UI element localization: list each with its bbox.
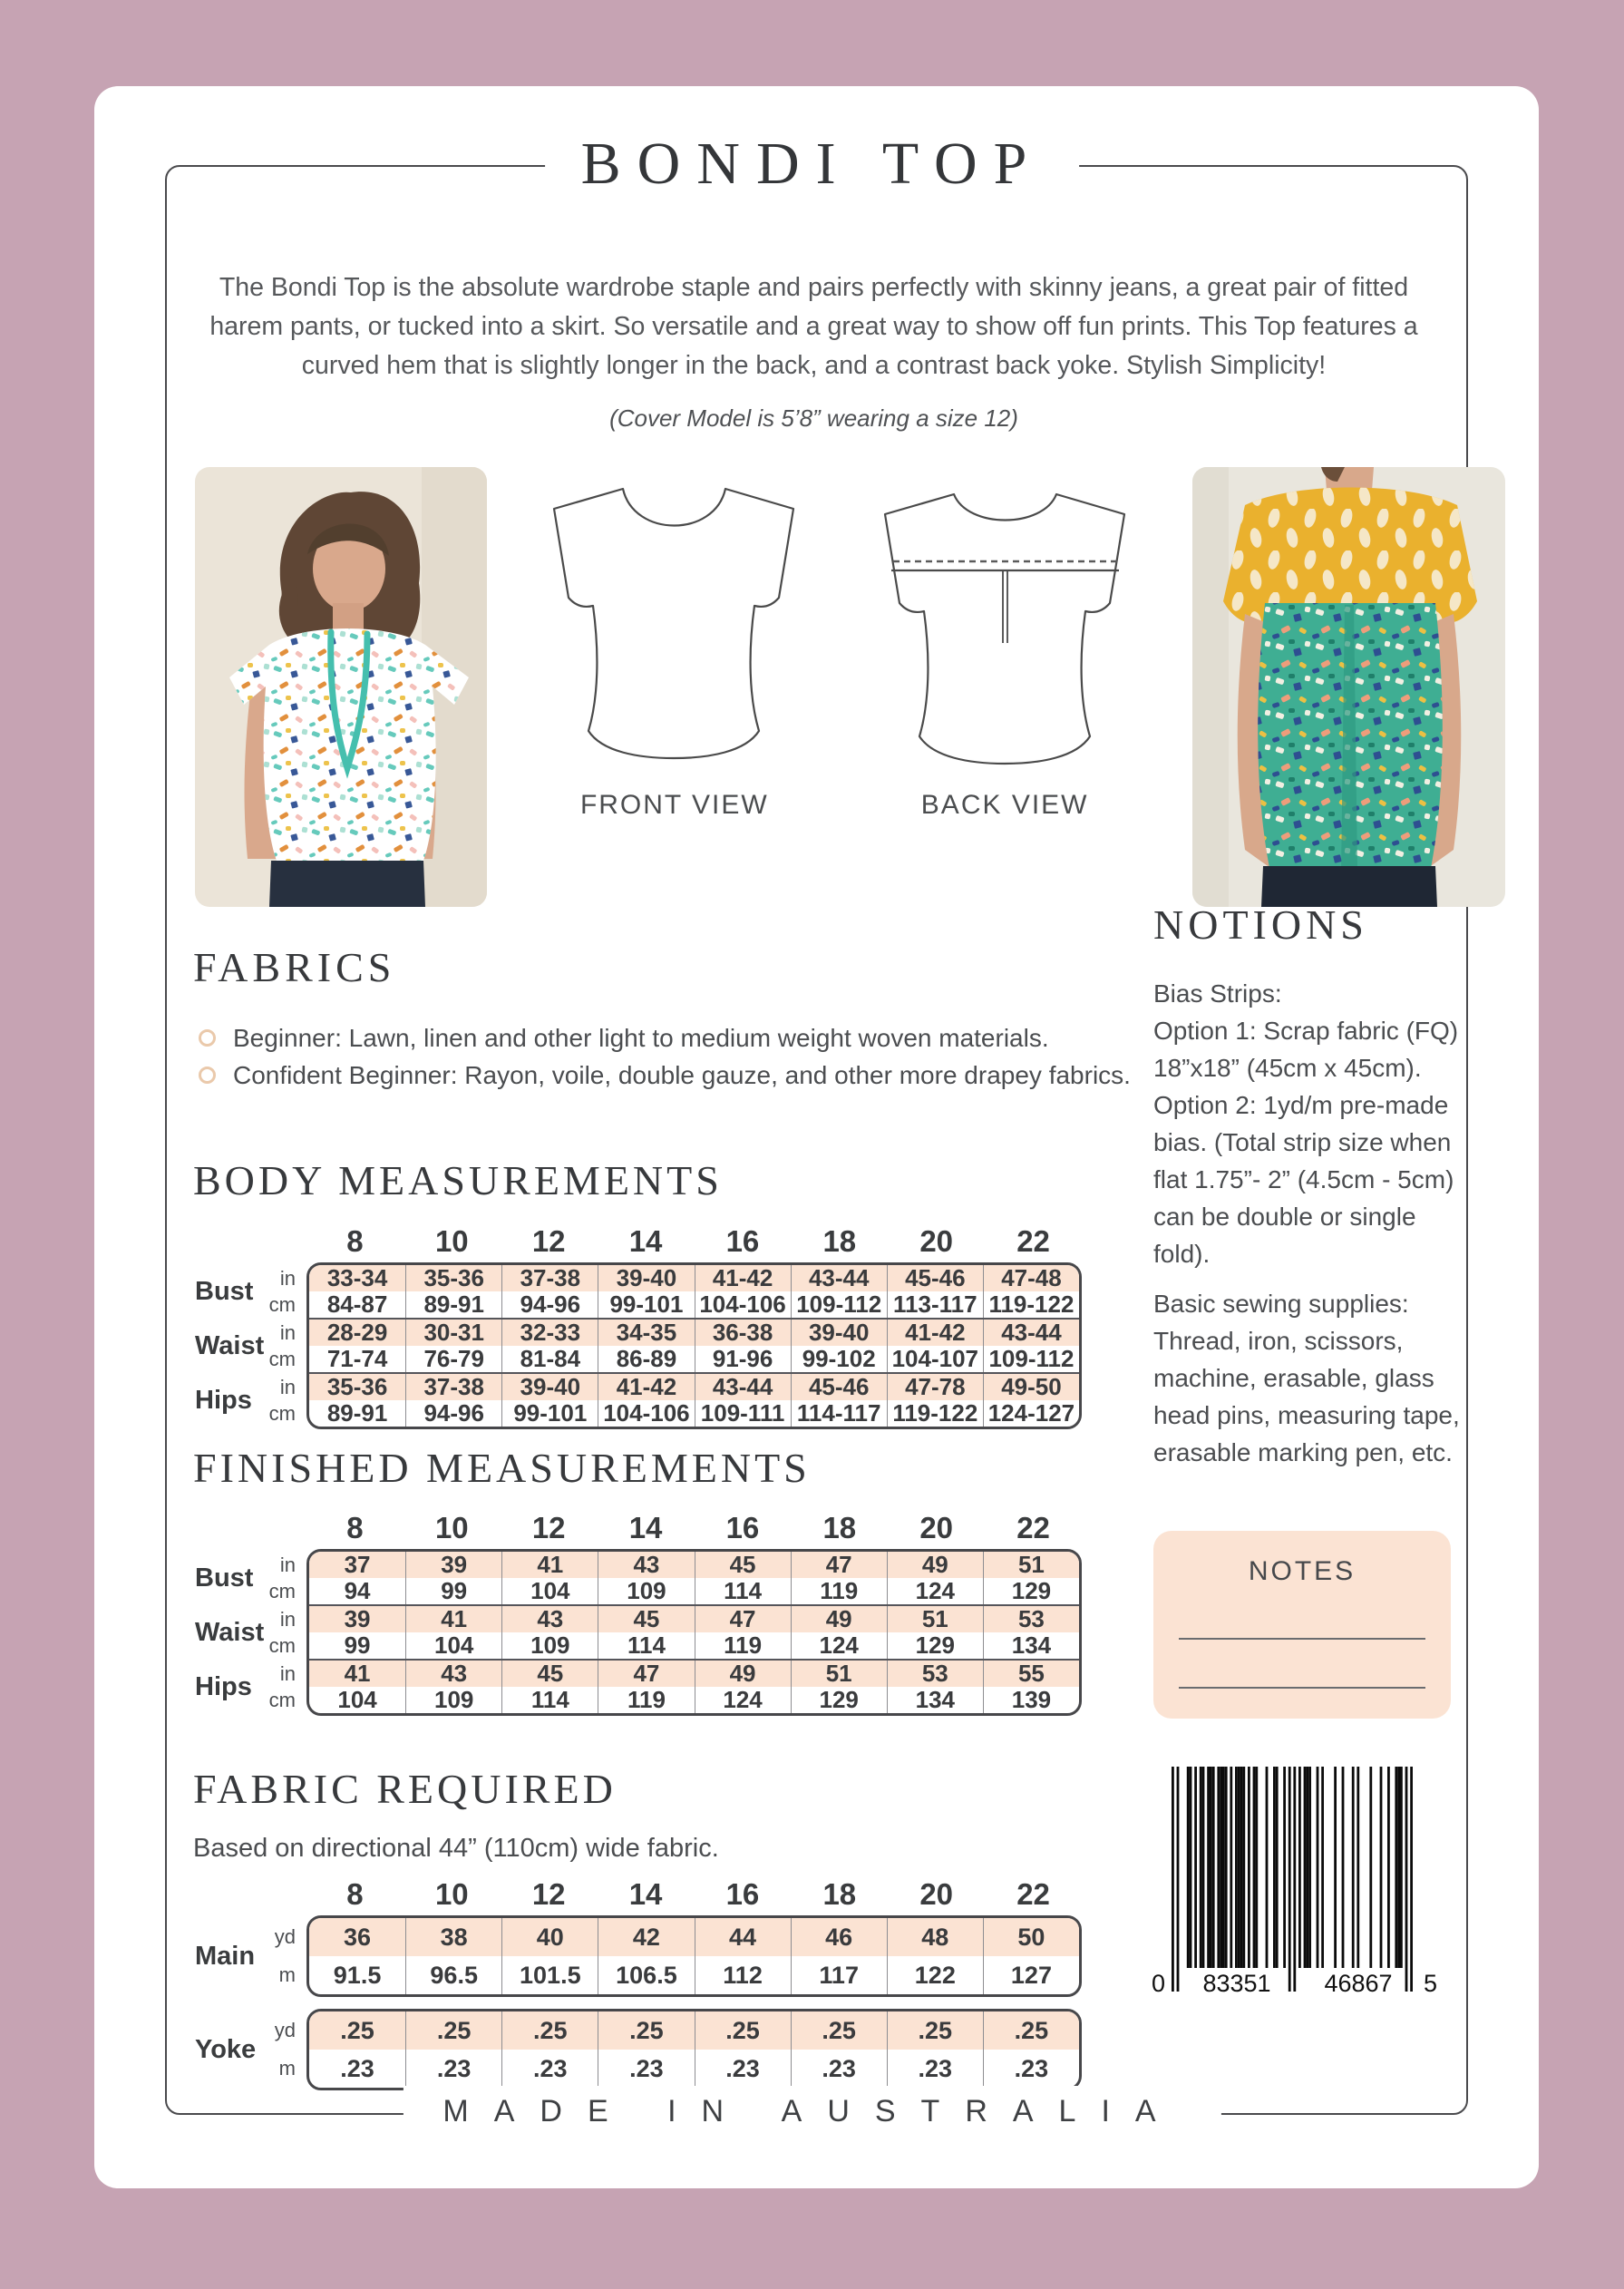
table-cell: 99 bbox=[344, 1632, 371, 1659]
table-cell: .23 bbox=[791, 2050, 887, 2088]
table-cell: 48 bbox=[887, 1918, 983, 1956]
unit-labels bbox=[269, 1320, 296, 1372]
table-cell: .25 bbox=[791, 2011, 887, 2050]
size-header-cell: 14 bbox=[628, 1511, 663, 1544]
fabric-yoke-grid bbox=[306, 2009, 1082, 2090]
table-cell: 89-91 bbox=[405, 1291, 501, 1318]
table-cell: 109-112 bbox=[983, 1346, 1079, 1372]
table-cell: 38 bbox=[405, 1918, 501, 1956]
cover-model-note: (Cover Model is 5’8” wearing a size 12) bbox=[609, 404, 1018, 432]
table-cell: 55 bbox=[983, 1661, 1079, 1687]
size-header-cell: 10 bbox=[434, 1511, 469, 1544]
table-cell: 76-79 bbox=[405, 1346, 501, 1372]
row-label-group bbox=[195, 2011, 306, 2088]
front-view-label: FRONT VIEW bbox=[579, 790, 769, 820]
table-cell: 50 bbox=[983, 1918, 1079, 1956]
table-cell: 127 bbox=[983, 1956, 1079, 1994]
table-cell: 86-89 bbox=[598, 1346, 694, 1372]
row-label-group bbox=[195, 1661, 306, 1713]
table-cell: 34-35 bbox=[598, 1320, 694, 1346]
unit-cm: cm bbox=[268, 1348, 296, 1370]
barcode bbox=[1152, 1761, 1438, 2013]
notes-box bbox=[1153, 1531, 1451, 1719]
barcode-digits-group1: 83351 bbox=[1202, 1970, 1271, 1997]
unit-labels bbox=[269, 1374, 296, 1427]
table-cell: 44 bbox=[695, 1918, 791, 1956]
row-label-group bbox=[195, 1552, 306, 1604]
table-cell: .25 bbox=[501, 2011, 598, 2050]
table-row bbox=[309, 1346, 1079, 1372]
table-cell: 71-74 bbox=[326, 1345, 388, 1372]
table-cell: 35-36 bbox=[326, 1373, 388, 1400]
table-cell: 33-34 bbox=[326, 1264, 388, 1291]
table-cell: 37-38 bbox=[501, 1265, 598, 1291]
size-header-cell: 8 bbox=[346, 1224, 364, 1258]
table-cell: 43 bbox=[501, 1606, 598, 1632]
row-label-group bbox=[195, 1606, 306, 1659]
unit-yd: yd bbox=[274, 2019, 296, 2041]
fabric-required-table bbox=[195, 1915, 1082, 2090]
fabrics-item-text: Confident Beginner: Rayon, voile, double gauze, and other more drapey fabrics. bbox=[233, 1061, 1131, 1089]
table-cell: 49 bbox=[887, 1552, 983, 1578]
table-cell: 99-101 bbox=[598, 1291, 694, 1318]
table-cell: 96.5 bbox=[405, 1956, 501, 1994]
table-cell: 45-46 bbox=[887, 1265, 983, 1291]
size-header-cell: 20 bbox=[919, 1224, 954, 1258]
row-label: Bust bbox=[195, 1563, 254, 1593]
table-cell: 104-106 bbox=[598, 1400, 694, 1427]
table-cell: 89-91 bbox=[326, 1399, 388, 1427]
bullet-ring-icon bbox=[199, 1029, 216, 1047]
table-cell: 122 bbox=[887, 1956, 983, 1994]
size-header-cell: 18 bbox=[822, 1511, 857, 1544]
notions-heading: NOTIONS bbox=[1153, 901, 1368, 948]
table-cell: 47 bbox=[695, 1606, 791, 1632]
table-row bbox=[309, 2050, 1079, 2088]
back-photo bbox=[1192, 467, 1505, 907]
unit-cm: cm bbox=[268, 1580, 296, 1602]
barcode-svg bbox=[1152, 1761, 1438, 2013]
unit-in: in bbox=[279, 1662, 296, 1685]
table-row bbox=[309, 1661, 1079, 1687]
notes-heading: NOTES bbox=[1248, 1556, 1357, 1586]
unit-m: m bbox=[278, 2057, 296, 2080]
table-cell: 43-44 bbox=[791, 1265, 887, 1291]
table-cell: 35-36 bbox=[405, 1265, 501, 1291]
table-cell: 43 bbox=[405, 1661, 501, 1687]
table-cell: 40 bbox=[501, 1918, 598, 1956]
table-cell: 101.5 bbox=[501, 1956, 598, 1994]
table-cell: 99-101 bbox=[501, 1400, 598, 1427]
measurement-group bbox=[309, 1604, 1079, 1659]
table-cell: 37-38 bbox=[405, 1374, 501, 1400]
unit-in: in bbox=[279, 1376, 296, 1398]
back-photo-illustration bbox=[1192, 467, 1505, 907]
table-cell: .23 bbox=[695, 2050, 791, 2088]
table-cell: 49 bbox=[695, 1661, 791, 1687]
size-header-cell: 18 bbox=[822, 1877, 857, 1911]
table-cell: .25 bbox=[340, 2017, 374, 2044]
unit-cm: cm bbox=[268, 1293, 296, 1316]
row-label: Hips bbox=[195, 1671, 252, 1701]
table-cell: 30-31 bbox=[405, 1320, 501, 1346]
front-view-drawing bbox=[531, 471, 817, 770]
table-cell: 41 bbox=[405, 1606, 501, 1632]
table-cell: .23 bbox=[405, 2050, 501, 2088]
row-label: Waist bbox=[195, 1617, 265, 1647]
table-cell: 39-40 bbox=[501, 1374, 598, 1400]
table-cell: 45 bbox=[598, 1606, 694, 1632]
unit-in: in bbox=[279, 1321, 296, 1344]
table-cell: 51 bbox=[983, 1552, 1079, 1578]
table-cell: 39 bbox=[405, 1552, 501, 1578]
row-label: Main bbox=[195, 1941, 256, 1971]
table-cell: 113-117 bbox=[887, 1291, 983, 1318]
table-row bbox=[309, 1552, 1079, 1578]
table-cell: 39 bbox=[344, 1605, 371, 1632]
row-label: Bust bbox=[195, 1276, 254, 1306]
finished-measurements-table bbox=[195, 1549, 1082, 1716]
barcode-digits-group2: 46867 bbox=[1324, 1970, 1393, 1997]
table-cell: 51 bbox=[791, 1661, 887, 1687]
table-row bbox=[309, 1632, 1079, 1659]
table-cell: 46 bbox=[791, 1918, 887, 1956]
notions-paragraph: Option 2: 1yd/m pre-made bias. (Total strip size when flat 1.75”- 2” (4.5cm - 5cm) can be double or single fold). bbox=[1153, 1091, 1454, 1268]
front-view-diagram bbox=[531, 467, 817, 821]
back-view-drawing bbox=[862, 471, 1148, 770]
table-cell: 49-50 bbox=[983, 1374, 1079, 1400]
unit-labels bbox=[269, 1265, 296, 1318]
body-measurements-size-header bbox=[306, 1224, 1082, 1259]
fabrics-heading: FABRICS bbox=[193, 944, 396, 990]
table-cell: 114-117 bbox=[791, 1400, 887, 1427]
table-cell: 119-122 bbox=[983, 1291, 1079, 1318]
table-cell: 94-96 bbox=[501, 1291, 598, 1318]
body-measurements-heading: BODY MEASUREMENTS bbox=[193, 1157, 723, 1203]
row-label-group bbox=[195, 1374, 306, 1427]
size-header-cell: 10 bbox=[434, 1224, 469, 1258]
table-cell: 94 bbox=[344, 1577, 371, 1604]
table-cell: 43 bbox=[598, 1552, 694, 1578]
table-cell: 91.5 bbox=[333, 1962, 382, 1989]
table-cell: 114 bbox=[598, 1632, 694, 1659]
table-cell: 117 bbox=[791, 1956, 887, 1994]
unit-labels bbox=[269, 1661, 296, 1713]
table-cell: .25 bbox=[405, 2011, 501, 2050]
unit-in: in bbox=[279, 1267, 296, 1290]
size-header-cell: 8 bbox=[346, 1511, 364, 1544]
table-row bbox=[309, 1956, 1079, 1994]
table-cell: 119 bbox=[791, 1578, 887, 1604]
table-cell: 114 bbox=[501, 1687, 598, 1713]
unit-cm: cm bbox=[268, 1689, 296, 1711]
unit-yd: yd bbox=[274, 1925, 296, 1948]
finished-measurements-grid bbox=[306, 1549, 1082, 1716]
unit-labels bbox=[269, 1606, 296, 1659]
table-cell: 41 bbox=[501, 1552, 598, 1578]
measurement-group bbox=[309, 1265, 1079, 1318]
table-cell: .25 bbox=[695, 2011, 791, 2050]
table-cell: 81-84 bbox=[501, 1346, 598, 1372]
table-cell: 47-48 bbox=[983, 1265, 1079, 1291]
size-header-cell: 22 bbox=[1016, 1224, 1050, 1258]
table-cell: .25 bbox=[887, 2011, 983, 2050]
table-cell: 41 bbox=[344, 1660, 371, 1687]
unit-m: m bbox=[278, 1963, 296, 1986]
measurement-group bbox=[309, 1318, 1079, 1372]
table-cell: 41-42 bbox=[887, 1320, 983, 1346]
table-cell: 119 bbox=[695, 1632, 791, 1659]
table-row bbox=[309, 1265, 1079, 1291]
size-header-cell: 12 bbox=[531, 1511, 566, 1544]
size-header-cell: 12 bbox=[531, 1877, 566, 1911]
notions-paragraph: Option 1: Scrap fabric (FQ) 18”x18” (45cm x 45cm). bbox=[1153, 1017, 1459, 1082]
table-cell: .25 bbox=[983, 2011, 1079, 2050]
table-cell: 41-42 bbox=[598, 1374, 694, 1400]
table-cell: .23 bbox=[887, 2050, 983, 2088]
fabric-required-grids bbox=[306, 1915, 1082, 2090]
table-cell: 124-127 bbox=[983, 1400, 1079, 1427]
table-cell: 99-102 bbox=[791, 1346, 887, 1372]
table-cell: 112 bbox=[695, 1956, 791, 1994]
table-cell: 109-112 bbox=[791, 1291, 887, 1318]
table-row bbox=[309, 1578, 1079, 1604]
fabrics-list-item bbox=[199, 1019, 1152, 1057]
table-cell: 104 bbox=[405, 1632, 501, 1659]
table-cell: 114 bbox=[695, 1578, 791, 1604]
table-cell: .23 bbox=[340, 2055, 374, 2082]
table-cell: 32-33 bbox=[501, 1320, 598, 1346]
table-cell: 43-44 bbox=[695, 1374, 791, 1400]
notions-paragraph: Basic sewing supplies: Thread, iron, scissors, machine, erasable, glass head pins, measuring tape, erasable marking pen, etc. bbox=[1153, 1290, 1460, 1466]
table-cell: 91-96 bbox=[695, 1346, 791, 1372]
fabric-required-size-header bbox=[306, 1877, 1082, 1912]
measurement-group bbox=[309, 1372, 1079, 1427]
size-header-cell: 14 bbox=[628, 1877, 663, 1911]
table-cell: 45-46 bbox=[791, 1374, 887, 1400]
measurement-group bbox=[309, 1659, 1079, 1713]
finished-measurements-heading: FINISHED MEASUREMENTS bbox=[193, 1445, 811, 1491]
row-label-group bbox=[195, 1265, 306, 1318]
table-cell: 51 bbox=[887, 1606, 983, 1632]
table-row bbox=[309, 1687, 1079, 1713]
front-photo bbox=[195, 467, 487, 907]
table-cell: 109 bbox=[405, 1687, 501, 1713]
made-in-australia-label: MADE IN AUSTRALIA bbox=[403, 2086, 1220, 2137]
table-row bbox=[309, 1400, 1079, 1427]
fabrics-list-item bbox=[199, 1057, 1152, 1094]
fabric-required-note: Based on directional 44” (110cm) wide fabric. bbox=[193, 1834, 719, 1863]
table-cell: 39-40 bbox=[598, 1265, 694, 1291]
barcode-digit-right: 5 bbox=[1424, 1970, 1438, 1997]
table-cell: 47-78 bbox=[887, 1374, 983, 1400]
body-measurements-row-labels bbox=[195, 1262, 306, 1427]
page-title: BONDI TOP bbox=[545, 132, 1080, 196]
table-cell: 37 bbox=[344, 1551, 371, 1578]
unit-in: in bbox=[279, 1554, 296, 1576]
table-cell: 36 bbox=[344, 1924, 372, 1951]
unit-labels bbox=[275, 1918, 296, 1994]
unit-labels bbox=[269, 1552, 296, 1604]
table-row bbox=[309, 1606, 1079, 1632]
table-cell: 119-122 bbox=[887, 1400, 983, 1427]
table-cell: 94-96 bbox=[405, 1400, 501, 1427]
table-cell: 124 bbox=[695, 1687, 791, 1713]
table-cell: 43-44 bbox=[983, 1320, 1079, 1346]
table-row bbox=[309, 1918, 1079, 1956]
fabrics-list bbox=[199, 1019, 1152, 1094]
fabrics-item-text: Beginner: Lawn, linen and other light to medium weight woven materials. bbox=[233, 1024, 1049, 1052]
table-cell: 129 bbox=[983, 1578, 1079, 1604]
notes-writing-line bbox=[1179, 1687, 1425, 1689]
row-label: Hips bbox=[195, 1385, 252, 1415]
back-view-label: BACK VIEW bbox=[920, 790, 1089, 820]
table-cell: 134 bbox=[887, 1687, 983, 1713]
table-cell: 124 bbox=[791, 1632, 887, 1659]
table-row bbox=[309, 1320, 1079, 1346]
size-header-cell: 8 bbox=[346, 1877, 364, 1911]
table-cell: 47 bbox=[598, 1661, 694, 1687]
unit-cm: cm bbox=[268, 1634, 296, 1657]
fabric-required-row-labels bbox=[195, 1915, 306, 2088]
unit-labels bbox=[275, 2011, 296, 2088]
table-cell: .23 bbox=[501, 2050, 598, 2088]
measurement-group bbox=[309, 1552, 1079, 1604]
fabric-required-heading: FABRIC REQUIRED bbox=[193, 1766, 617, 1812]
table-cell: 139 bbox=[983, 1687, 1079, 1713]
front-photo-illustration bbox=[195, 467, 487, 907]
table-row bbox=[309, 1374, 1079, 1400]
size-header-cell: 10 bbox=[434, 1877, 469, 1911]
table-cell: 45 bbox=[501, 1661, 598, 1687]
table-cell: 109 bbox=[598, 1578, 694, 1604]
back-view-diagram bbox=[862, 467, 1148, 821]
table-cell: 42 bbox=[598, 1918, 694, 1956]
table-cell: 104-106 bbox=[695, 1291, 791, 1318]
table-cell: 36-38 bbox=[695, 1320, 791, 1346]
fabric-main-grid bbox=[306, 1915, 1082, 1997]
finished-measurements-row-labels bbox=[195, 1549, 306, 1713]
table-cell: 47 bbox=[791, 1552, 887, 1578]
notes-writing-line bbox=[1179, 1638, 1425, 1640]
size-header-cell: 22 bbox=[1016, 1511, 1050, 1544]
table-row bbox=[309, 2011, 1079, 2050]
table-cell: 41-42 bbox=[695, 1265, 791, 1291]
table-cell: .23 bbox=[983, 2050, 1079, 2088]
finished-measurements-size-header bbox=[306, 1511, 1082, 1545]
table-cell: 119 bbox=[598, 1687, 694, 1713]
size-header-cell: 20 bbox=[919, 1877, 954, 1911]
table-cell: 53 bbox=[887, 1661, 983, 1687]
row-label-group bbox=[195, 1320, 306, 1372]
body-measurements-grid bbox=[306, 1262, 1082, 1429]
table-cell: 129 bbox=[887, 1632, 983, 1659]
barcode-digit-left: 0 bbox=[1152, 1970, 1166, 1997]
table-cell: 104 bbox=[501, 1578, 598, 1604]
bullet-ring-icon bbox=[199, 1067, 216, 1084]
table-cell: 109 bbox=[501, 1632, 598, 1659]
notions-text bbox=[1153, 975, 1474, 1471]
size-header-cell: 22 bbox=[1016, 1877, 1050, 1911]
body-measurements-table bbox=[195, 1262, 1082, 1429]
table-row bbox=[309, 1291, 1079, 1318]
table-cell: 104-107 bbox=[887, 1346, 983, 1372]
row-label: Yoke bbox=[195, 2034, 257, 2064]
table-cell: 134 bbox=[983, 1632, 1079, 1659]
size-header-cell: 14 bbox=[628, 1224, 663, 1258]
size-header-cell: 20 bbox=[919, 1511, 954, 1544]
unit-in: in bbox=[279, 1608, 296, 1631]
table-cell: 106.5 bbox=[598, 1956, 694, 1994]
table-cell: 84-87 bbox=[326, 1291, 388, 1318]
size-header-cell: 16 bbox=[725, 1224, 760, 1258]
table-cell: 109-111 bbox=[695, 1400, 791, 1427]
size-header-cell: 12 bbox=[531, 1224, 566, 1258]
size-header-cell: 16 bbox=[725, 1877, 760, 1911]
table-cell: .23 bbox=[598, 2050, 694, 2088]
table-cell: 49 bbox=[791, 1606, 887, 1632]
table-cell: 124 bbox=[887, 1578, 983, 1604]
table-cell: 45 bbox=[695, 1552, 791, 1578]
pattern-description: The Bondi Top is the absolute wardrobe staple and pairs perfectly with skinny jeans, a great pair of fitted harem pants, or tucked into a skirt. So versatile and a great way to show off fun prints. This Top features a curved hem that is slightly longer in the back, and a contrast back yoke. Stylish Simplicity! bbox=[209, 273, 1418, 380]
table-cell: 28-29 bbox=[326, 1319, 388, 1346]
table-cell: .25 bbox=[598, 2011, 694, 2050]
garment-visuals-row bbox=[195, 467, 1505, 916]
unit-cm: cm bbox=[268, 1402, 296, 1425]
size-header-cell: 16 bbox=[725, 1511, 760, 1544]
size-header-cell: 18 bbox=[822, 1224, 857, 1258]
table-cell: 129 bbox=[791, 1687, 887, 1713]
row-label: Waist bbox=[195, 1330, 265, 1360]
table-cell: 99 bbox=[405, 1578, 501, 1604]
row-label-group bbox=[195, 1918, 306, 1994]
notions-paragraph: Bias Strips: bbox=[1153, 979, 1282, 1008]
table-cell: 104 bbox=[337, 1686, 377, 1713]
table-cell: 39-40 bbox=[791, 1320, 887, 1346]
table-cell: 53 bbox=[983, 1606, 1079, 1632]
